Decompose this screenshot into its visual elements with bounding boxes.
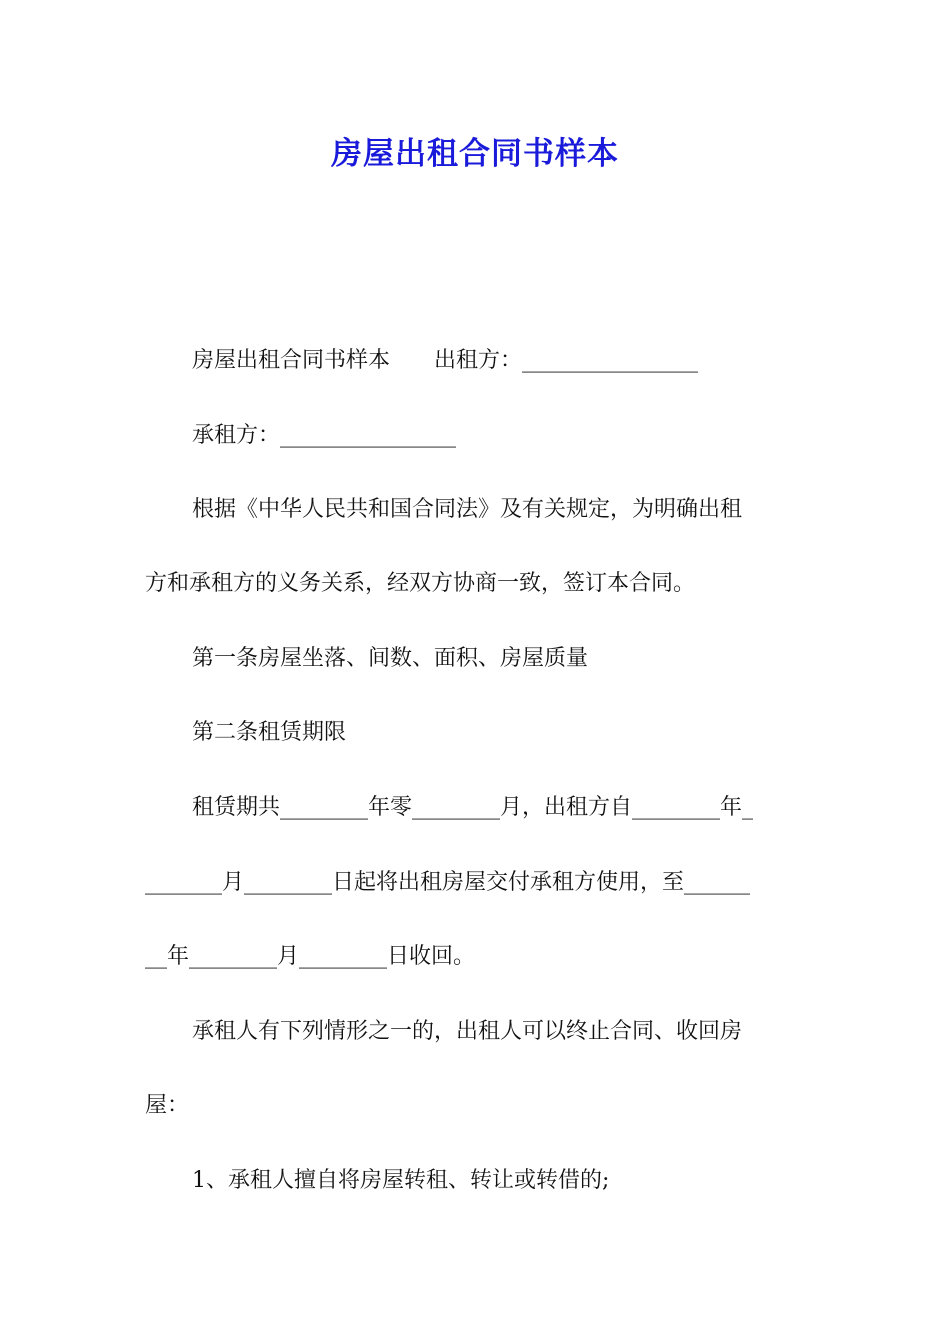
contract-article-2: 第二条租赁期限 xyxy=(192,720,347,745)
contract-term-line-2: _______月________日起将出租房屋交付承租方使用，至______ xyxy=(145,870,751,895)
contract-line-lessee: 承租方：________________ xyxy=(192,423,457,448)
document-title: 房屋出租合同书样本 xyxy=(331,136,619,172)
contract-line-basis: 根据《中华人民共和国合同法》及有关规定，为明确出租 xyxy=(192,497,743,522)
contract-term-line-1: 租赁期共________年零________月，出租方自________年_ xyxy=(192,795,754,820)
contract-termination-item-1: 1、承租人擅自将房屋转租、转让或转借的; xyxy=(192,1168,610,1193)
contract-termination-clause-cont: 屋： xyxy=(145,1093,190,1118)
contract-termination-clause: 承租人有下列情形之一的，出租人可以终止合同、收回房 xyxy=(192,1019,743,1044)
contract-term-line-3: __年________月________日收回。 xyxy=(145,944,476,969)
contract-line-basis-cont: 方和承租方的义务关系，经双方协商一致，签订本合同。 xyxy=(145,571,696,596)
contract-line-lessor: 房屋出租合同书样本 出租方：________________ xyxy=(192,348,699,373)
contract-article-1: 第一条房屋坐落、间数、面积、房屋质量 xyxy=(192,646,589,671)
